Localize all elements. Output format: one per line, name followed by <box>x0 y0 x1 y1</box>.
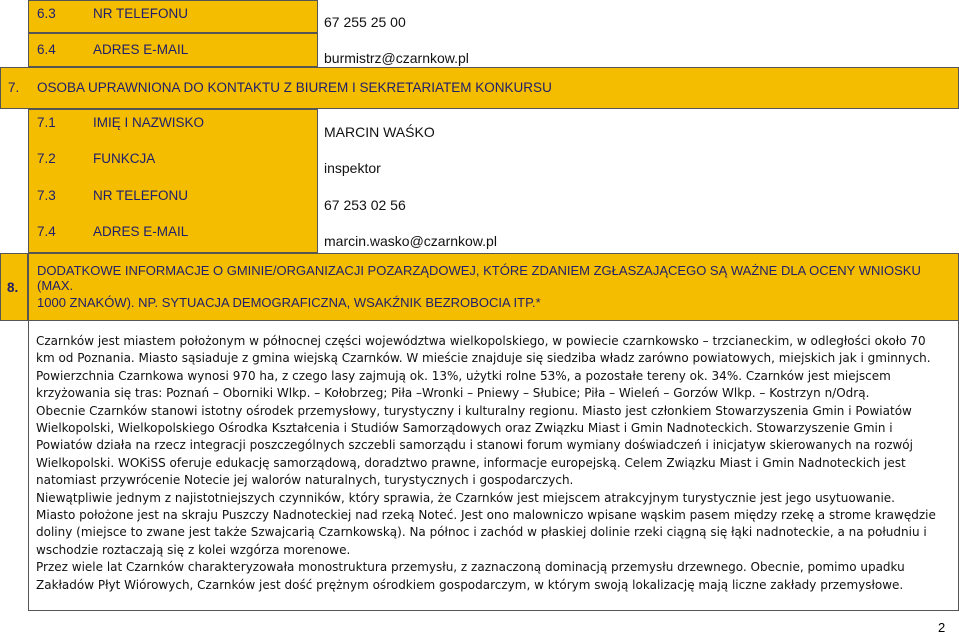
row-7-1-value: MARCIN WAŚKO <box>324 124 435 140</box>
section-8-number: 8. <box>7 280 19 295</box>
section-8-title-line-2: 1000 ZNAKÓW). NP. SYTUACJA DEMOGRAFICZNA, WSAKŹNIK BEZROBOCIA ITP.* <box>37 295 541 310</box>
row-7-1-label: IMIĘ I NAZWISKO <box>93 115 205 130</box>
body-paragraph-3: Niewątpliwie jednym z najistotniejszych czynników, który sprawia, że Czarnków jest miejscem atrakcyjnym turystycznie jest jego usytuowanie. Miasto położone jest na skraju Puszczy Nadnoteckiej nad rzeką Noteć. Jest ono malowniczo wpisane wąskim pasem między rzekę a strome krawędzie doliny (miejsce to zwane jest także Szwajcarią Czarnkowską). Na północ i zachód w płaskiej dolinie rzeki ciągną się łąki nadnoteckie, a na południu i wschodzie roztaczają się z kolei wzgórza morenowe. <box>36 490 936 557</box>
section-8-body <box>36 333 936 594</box>
row-6-3-number: 6.3 <box>37 6 56 21</box>
section-8-title-line-1: DODATKOWE INFORMACJE O GMINIE/ORGANIZACJI POZARZĄDOWEJ, KTÓRE ZDANIEM ZGŁASZAJĄCEGO SĄ WAŻNE DLA OCENY WNIOSKU (MAX. <box>37 263 921 293</box>
row-7-4-value: marcin.wasko@czarnkow.pl <box>324 233 497 249</box>
row-6-4-label: ADRES E-MAIL <box>93 42 189 57</box>
row-7-3-label: NR TELEFONU <box>93 188 189 203</box>
section-7-number: 7. <box>8 80 20 95</box>
row-7-3-value: 67 253 02 56 <box>324 197 406 213</box>
body-paragraph-1: Czarnków jest miastem położonym w północnej części województwa wielkopolskiego, w powiecie czarnkowsko – trzcianeckim, w odległości około 70 km od Poznania. Miasto sąsiaduje z gmina wiejską Czarnków. W mieście znajduje się siedziba władz zarówno powiatowych, miejskich jak i gminnych. Powierzchnia Czarnkowa wynosi 970 ha, z czego lasy zajmują ok. 13%, użytki rolne 53%, a pozostałe tereny ok. 34%. Czarnków jest miejscem krzyżowania się tras: Poznań – Oborniki Wlkp. – Kołobrzeg; Piła –Wronki – Pniewy – Słubice; Piła – Wieleń – Gorzów Wlkp. – Kostrzyn n/Odrą. <box>36 334 931 401</box>
row-7-2-value: inspektor <box>324 160 381 176</box>
row-6-4-value: burmistrz@czarnkow.pl <box>324 50 469 66</box>
row-7-4-number: 7.4 <box>37 224 56 239</box>
section-7-title: OSOBA UPRAWNIONA DO KONTAKTU Z BIUREM I SEKRETARIATEM KONKURSU <box>37 80 552 95</box>
row-6-3-label: NR TELEFONU <box>93 6 189 21</box>
row-7-1-number: 7.1 <box>37 115 56 130</box>
row-7-2-label: FUNKCJA <box>93 151 156 166</box>
row-6-4-number: 6.4 <box>37 42 56 57</box>
row-7-2-number: 7.2 <box>37 151 56 166</box>
body-paragraph-2: Obecnie Czarnków stanowi istotny ośrodek przemysłowy, turystyczny i kulturalny regionu. Miasto jest członkiem Stowarzyszenia Gmin i Powiatów Wielkopolski, Wielkopolskiego Ośrodka Kształcenia i Studiów Samorządowych oraz Związku Miast i Gmin Nadnoteckich. Stowarzyszenie Gmin i Powiatów działa na rzecz integracji poszczególnych szczebli samorządu i stanowi forum wymiany doświadczeń i inicjatyw skierowanych na rozwój Wielkopolski. WOKiSS oferuje edukację samorządową, doradztwo prawne, informacje europejską. Celem Związku Miast i Gmin Nadnoteckich jest natomiast przywrócenie Notecie jej walorów naturalnych, turystycznych i gospodarczych. <box>36 403 913 488</box>
row-6-3-value: 67 255 25 00 <box>324 14 406 30</box>
row-7-3-number: 7.3 <box>37 188 56 203</box>
body-paragraph-4: Przez wiele lat Czarnków charakteryzowała monostruktura przemysłu, z zaznaczoną dominacją przemysłu drzewnego. Obecnie, pomimo upadku Zakładów Płyt Wiórowych, Czarnków jest dość prężnym ośrodkiem gospodarczym, w którym swoją lokalizację mają liczne zakłady przemysłowe. <box>36 560 905 592</box>
page-number: 2 <box>938 620 946 635</box>
row-7-4-label: ADRES E-MAIL <box>93 224 189 239</box>
